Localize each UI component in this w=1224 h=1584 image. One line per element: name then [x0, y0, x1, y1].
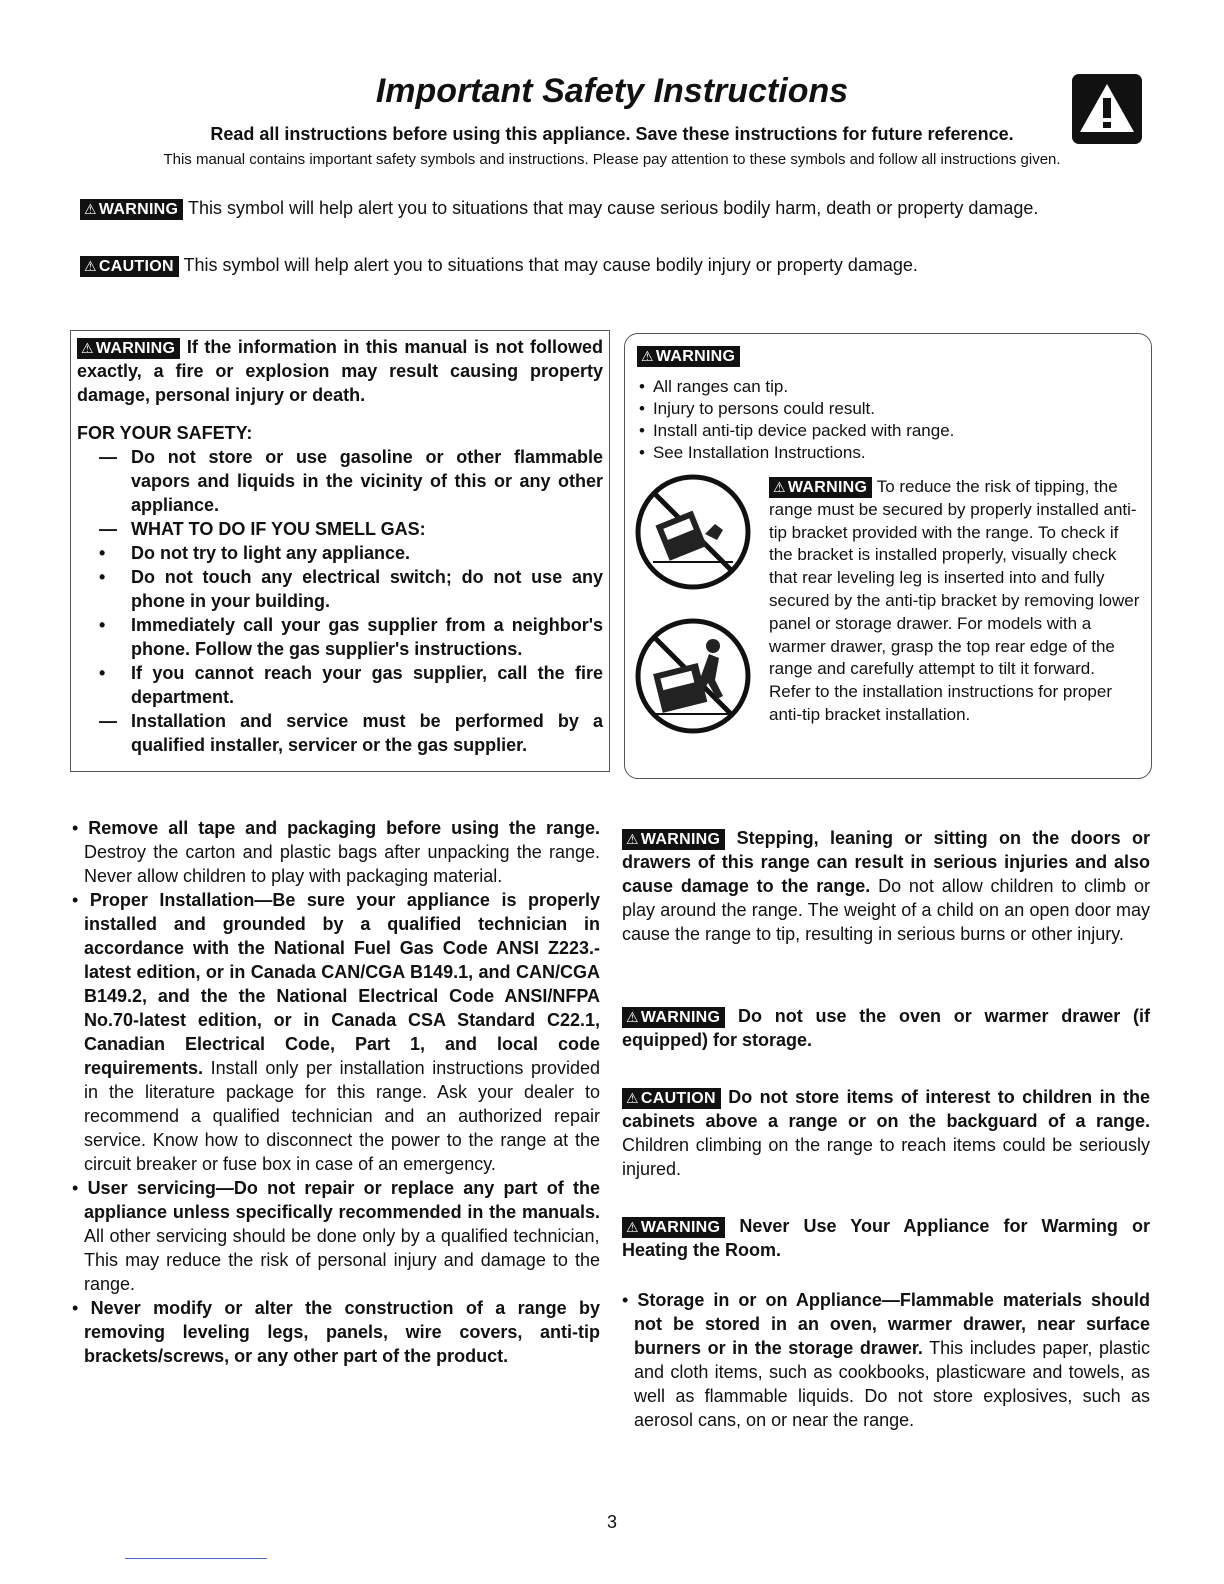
list-item: • Do not touch any electrical switch; do not use any phone in your building. [99, 567, 603, 611]
list-item: • Remove all tape and packaging before using the range. Destroy the carton and plastic bags after unpacking the range. Never allow children to play with packaging material. [72, 818, 600, 886]
list-item: • User servicing—Do not repair or replace any part of the appliance unless specifically recommended in the manuals. All other servicing should be done only by a qualified technician, This may reduce the risk of personal injury and damage to the range. [72, 1178, 600, 1294]
no-climbing-icon [633, 616, 753, 736]
anti-tip-text: ⚠ WARNING To reduce the risk of tipping, the range must be secured by properly installed anti-tip bracket provided with the range. To check if the bracket is installed properly, visually check that rear leveling leg is inserted into and fully secured by the anti-tip bracket by removing lower panel or storage drawer. For models with a warmer drawer, grasp the top rear edge of the range and carefully attempt to tilt it forward. Refer to the installation instructions for proper anti-tip bracket installation. [769, 477, 1140, 724]
list-item: • All ranges can tip. [639, 376, 954, 398]
list-item: — Do not store or use gasoline or other flammable vapors and liquids in the vicinity of this or any other appliance. [99, 447, 603, 515]
heating-warning: ⚠ WARNING Never Use Your Appliance for Warming or Heating the Room. [622, 1216, 1150, 1260]
subtitle: Read all instructions before using this appliance. Save these instructions for future reference. [210, 124, 1014, 144]
left-column [72, 816, 600, 1368]
warning-badge: ⚠ WARNING [80, 199, 183, 220]
list-item: • Install anti-tip device packed with range. [639, 420, 954, 442]
storage-warning: ⚠ WARNING Do not use the oven or warmer drawer (if equipped) for storage. [622, 1006, 1150, 1050]
children-caution: ⚠ CAUTION Do not store items of interest to children in the cabinets above a range or on the backguard of a range. Children climbing on the range to reach items could be seriously injured. [622, 1087, 1150, 1179]
tip-bullets [639, 376, 954, 464]
warning-badge: ⚠ WARNING [637, 346, 740, 367]
safety-list [77, 445, 603, 757]
caution-legend-text: This symbol will help alert you to situations that may cause bodily injury or property damage. [183, 255, 918, 275]
warning-badge: ⚠ WARNING [77, 338, 180, 359]
fire-warning-box [70, 330, 610, 772]
list-item: — WHAT TO DO IF YOU SMELL GAS: [99, 519, 426, 539]
footer-line [125, 1558, 267, 1559]
flammable-storage-item: • Storage in or on Appliance—Flammable materials should not be stored in an oven, warmer drawer, near surface burners or in the storage drawer. This includes paper, plastic and cloth items, such as cookbooks, plasticware and towels, as well as flammable liquids. Do not store explosives, such as aerosol cans, on or near the range. [622, 1290, 1150, 1430]
stepping-warning: ⚠ WARNING Stepping, leaning or sitting on the doors or drawers of this range can result in serious injuries and also cause damage to the range. Do not allow children to climb or play around the range. The weight of a child on an open door may cause the range to tip, resulting in serious burns or other injury. [622, 828, 1150, 944]
list-item: — Installation and service must be performed by a qualified installer, servicer or the gas supplier. [99, 711, 603, 755]
list-item: • See Installation Instructions. [639, 442, 954, 464]
no-tipping-icon [633, 472, 753, 592]
warning-legend-text: This symbol will help alert you to situations that may cause serious bodily harm, death or property damage. [187, 198, 1039, 218]
list-item: • Proper Installation—Be sure your appliance is properly installed and grounded by a qualified technician in accordance with the National Fuel Gas Code ANSI Z223.- latest edition, or in Canada CAN/CGA B149.1, and CAN/CGA B149.2, and the the National Electrical Code ANSI/NFPA No.70-latest edition, or in Canada CSA Standard C22.1, Canadian Electrical Code, Part 1, and local code requirements. Install only per installation instructions provided in the literature package for this range. Ask your dealer to recommend a qualified technician and an authorized repair service. Know how to disconnect the power to the range at the circuit breaker or fuse box in case of an emergency. [72, 890, 600, 1174]
warning-badge: ⚠ WARNING [622, 1007, 725, 1028]
caution-badge: ⚠ CAUTION [80, 256, 179, 277]
page-title: Important Safety Instructions [375, 72, 849, 110]
page-number: 3 [606, 1512, 617, 1532]
list-item: • If you cannot reach your gas supplier, call the fire department. [99, 663, 603, 707]
for-your-safety-heading: FOR YOUR SAFETY: [77, 423, 253, 443]
warning-badge: ⚠ WARNING [622, 829, 725, 850]
warning-badge: ⚠ WARNING [622, 1217, 725, 1238]
warning-badge: ⚠ WARNING [769, 477, 872, 498]
list-item: • Injury to persons could result. [639, 398, 954, 420]
anti-tip-warning-box [624, 333, 1152, 779]
list-item: • Do not try to light any appliance. [99, 543, 411, 563]
list-item: • Immediately call your gas supplier from a neighbor's phone. Follow the gas supplier's instructions. [99, 615, 603, 659]
list-item: • Never modify or alter the construction of a range by removing leveling legs, panels, wire covers, anti-tip brackets/screws, or any other part of the product. [72, 1298, 600, 1366]
warning-legend [80, 198, 1038, 220]
fire-warning-headline: ⚠ WARNING If the information in this manual is not followed exactly, a fire or explosion may result causing property damage, personal injury or death. [77, 337, 603, 405]
caution-legend [80, 255, 918, 277]
caution-badge: ⚠ CAUTION [622, 1088, 721, 1109]
intro-text: This manual contains important safety symbols and instructions. Please pay attention to these symbols and follow all instructions given. [163, 151, 1061, 168]
